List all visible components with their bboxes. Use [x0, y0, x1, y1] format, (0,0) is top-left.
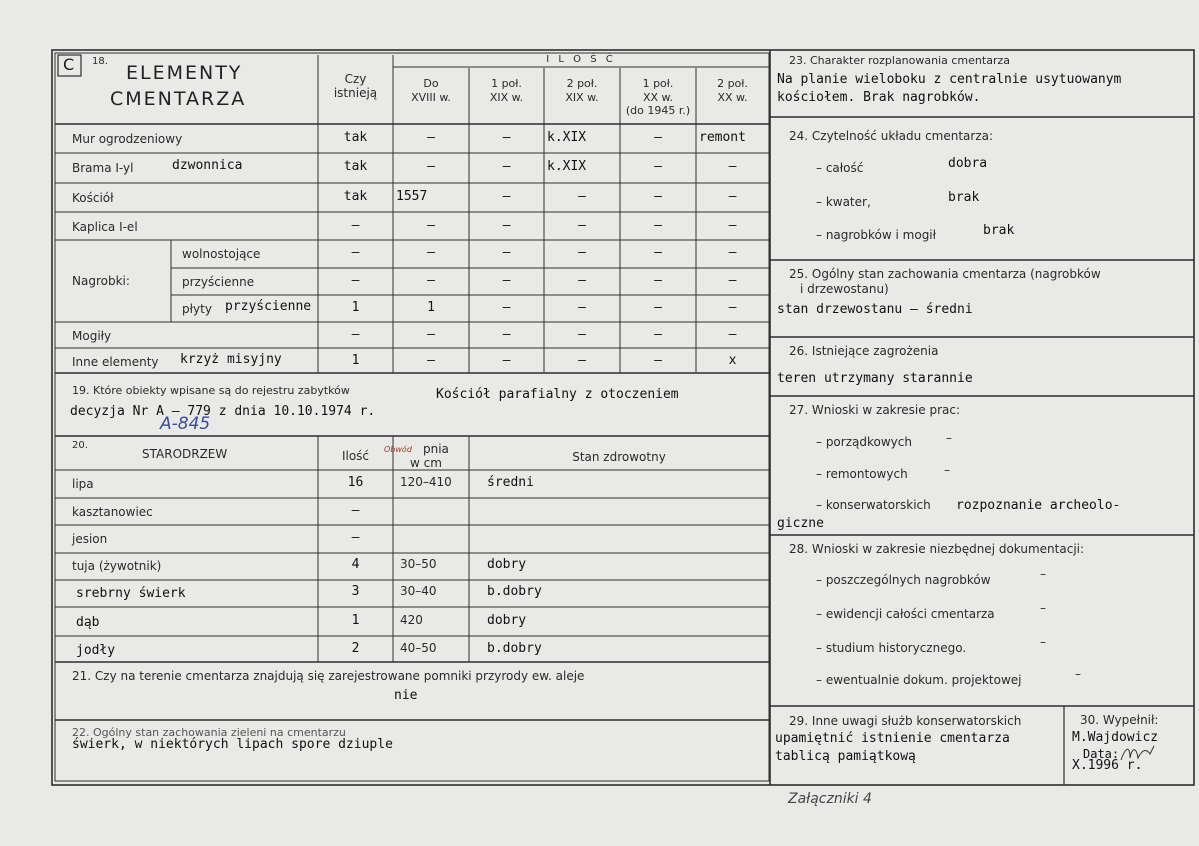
ilosc-cell: –: [728, 273, 737, 288]
tree-count: 2: [351, 641, 360, 656]
tree-name: jodły: [76, 643, 116, 658]
tree-health: dobry: [487, 613, 527, 628]
ilosc-cell: –: [728, 327, 737, 342]
legibility-item-value: brak: [983, 223, 1015, 238]
ilosc-cell: –: [502, 130, 511, 145]
signature-mark: [1118, 742, 1158, 768]
table-title-line1: ELEMENTY: [126, 62, 243, 84]
tree-health: b.dobry: [487, 641, 542, 656]
documentation-item-value: –: [1040, 635, 1046, 649]
documentation-item-label: – poszczególnych nagrobków: [816, 573, 991, 587]
legibility-item-value: brak: [948, 190, 980, 205]
ilosc-cell: –: [654, 273, 662, 288]
starodrzew-ilosc-header: Ilość: [341, 449, 370, 463]
ilosc-cell: –: [578, 273, 586, 288]
section-25-label-1: 25. Ogólny stan zachowania cmentarza (nagrobków: [789, 267, 1101, 281]
element-row-label: płyty: [182, 302, 212, 316]
element-row-label: Kaplica I-el: [72, 220, 138, 234]
legibility-item-label: – kwater,: [816, 195, 871, 209]
section-25-value: stan drzewostanu – średni: [777, 302, 973, 317]
section-27-label: 27. Wnioski w zakresie prac:: [789, 403, 961, 417]
czy-istnieje-cell: –: [351, 327, 360, 342]
ilosc-cell: –: [578, 300, 586, 315]
section-28-label: 28. Wnioski w zakresie niezbędnej dokumentacji:: [789, 542, 1085, 556]
tree-name: jesion: [72, 532, 108, 546]
starodrzew-title: STARODRZEW: [142, 447, 228, 461]
tree-name: tuja (żywotnik): [72, 559, 162, 573]
ilosc-col-0-line1: Do: [423, 77, 439, 90]
ilosc-cell: –: [578, 218, 586, 233]
documentation-item-label: – ewentualnie dokum. projektowej: [816, 673, 1022, 687]
section-25-label-2: i drzewostanu): [800, 282, 889, 296]
tree-health: dobry: [487, 557, 527, 572]
ilosc-col-4-line1: 2 poł.: [717, 77, 748, 90]
section-29-line-2: tablicą pamiątkową: [775, 749, 916, 764]
ilosc-cell: remont: [699, 130, 746, 145]
czy-istnieje-cell: 1: [351, 353, 360, 368]
section-22-label: 22. Ogólny stan zachowania zieleni na cmentarzu: [72, 726, 346, 739]
ilosc-cell: –: [502, 273, 511, 288]
ilosc-col-0-line2: XVIII w.: [411, 91, 451, 104]
legibility-item-value: dobra: [948, 156, 988, 171]
nagrobki-label: Nagrobki:: [72, 274, 130, 288]
section-23-label: 23. Charakter rozplanowania cmentarza: [789, 54, 1010, 67]
section-19-value-1: Kościół parafialny z otoczeniem: [436, 387, 679, 402]
section-19-label: 19. Które obiekty wpisane są do rejestru zabytków: [72, 384, 350, 397]
section-20-number: 20.: [72, 440, 88, 451]
ilosc-cell: –: [654, 159, 662, 174]
element-row-label: przyścienne: [182, 275, 255, 289]
ilosc-cell: 1557: [396, 189, 428, 204]
tree-count: 3: [351, 584, 360, 599]
tree-circumference: 420: [400, 613, 423, 627]
ilosc-cell: –: [578, 245, 586, 260]
tree-health: b.dobry: [487, 584, 542, 599]
works-item-label: – remontowych: [816, 467, 908, 481]
tree-health: średni: [487, 475, 534, 490]
ilosc-cell: –: [728, 300, 737, 315]
ilosc-cell: –: [728, 159, 737, 174]
section-30-name: M.Wajdowicz: [1072, 730, 1159, 745]
tree-name: lipa: [72, 477, 94, 491]
ilosc-cell: –: [728, 218, 737, 233]
legibility-item-label: – nagrobków i mogił: [816, 228, 937, 242]
ilosc-col-2-line2: XIX w.: [565, 91, 599, 104]
element-row-label: Inne elementy: [72, 355, 159, 369]
works-item-value: –: [944, 463, 950, 477]
ilosc-cell: –: [502, 245, 511, 260]
documentation-item-value: –: [1040, 601, 1046, 615]
ilosc-cell: –: [578, 353, 586, 368]
tree-circumference: 30–40: [400, 584, 437, 598]
czy-istnieje-cell: tak: [343, 130, 368, 145]
section-18-number: 18.: [92, 56, 108, 67]
table-title-line2: CMENTARZA: [110, 88, 247, 110]
ilosc-col-1-line2: XIX w.: [489, 91, 524, 104]
documentation-item-value: –: [1040, 567, 1046, 581]
starodrzew-stan-header: Stan zdrowotny: [572, 450, 666, 464]
ilosc-cell: –: [728, 189, 737, 204]
section-27-continuation: giczne: [777, 516, 824, 531]
section-30-date-label: Data:: [1083, 747, 1120, 761]
starodrzew-obwod-header-2: w cm: [410, 456, 442, 470]
section-19-value-2: decyzja Nr A – 779 z dnia 10.10.1974 r.: [70, 404, 376, 419]
section-23-line-2: kościołem. Brak nagrobków.: [777, 90, 981, 105]
ilosc-cell: –: [502, 159, 511, 174]
ilosc-cell: k.XIX: [547, 159, 587, 174]
section-19-handwritten-number: A-845: [160, 414, 211, 434]
element-row-label: Mogiły: [72, 329, 112, 343]
section-21-label: 21. Czy na terenie cmentarza znajdują się zarejestrowane pomniki przyrody ew. aleje: [72, 669, 585, 683]
czy-istnieje-cell: 1: [351, 300, 360, 315]
section-21-value: nie: [394, 688, 418, 703]
ilosc-cell: –: [502, 353, 511, 368]
documentation-item-label: – studium historycznego.: [816, 641, 967, 655]
element-row-label: wolnostojące: [182, 247, 261, 261]
czy-istnieje-cell: –: [351, 245, 360, 260]
ilosc-col-4-line2: XX w.: [717, 91, 748, 104]
tree-count: 16: [347, 475, 364, 490]
documentation-item-value: –: [1075, 667, 1081, 681]
tree-count: 1: [351, 613, 360, 628]
section-29-label: 29. Inne uwagi służb konserwatorskich: [789, 714, 1022, 728]
attachments-note: Załączniki 4: [788, 791, 872, 807]
element-row-label: Kościół: [72, 191, 114, 205]
tree-name: kasztanowiec: [72, 505, 153, 519]
ilosc-cell: –: [502, 300, 511, 315]
czy-istnieje-cell: tak: [343, 159, 368, 174]
element-row-label: Mur ogrodzeniowy: [72, 132, 183, 146]
czy-istnieje-cell: tak: [343, 189, 368, 204]
works-item-label: – porządkowych: [816, 435, 912, 449]
czy-istnieje-cell: –: [351, 273, 360, 288]
ilosc-cell: –: [427, 353, 435, 368]
tree-circumference: 40–50: [400, 641, 437, 655]
ilosc-cell: –: [654, 189, 662, 204]
ilosc-cell: –: [502, 189, 511, 204]
documentation-item-label: – ewidencji całości cmentarza: [816, 607, 995, 621]
ilosc-header: I L O Ś Ć: [546, 54, 616, 65]
legibility-item-label: – całość: [816, 161, 864, 175]
ilosc-col-3-line2: XX w.: [642, 91, 674, 104]
section-26-value: teren utrzymany starannie: [777, 371, 973, 386]
ilosc-cell: 1: [427, 300, 435, 315]
starodrzew-obwod-header-1: pnia: [423, 442, 449, 456]
section-24-label: 24. Czytelność układu cmentarza:: [789, 129, 994, 143]
works-item-value: rozpoznanie archeolo-: [956, 498, 1121, 513]
element-row-label: Brama I-yl: [72, 161, 134, 175]
ilosc-cell: –: [654, 327, 662, 342]
ilosc-cell: k.XIX: [547, 130, 587, 145]
section-30-label: 30. Wypełnił:: [1080, 713, 1159, 727]
tree-count: –: [351, 530, 360, 545]
ilosc-cell: –: [654, 353, 662, 368]
ilosc-cell: –: [728, 245, 737, 260]
czy-istnieja-header-1: Czy: [344, 72, 367, 86]
ilosc-cell: x: [728, 353, 737, 368]
section-23-line-1: Na planie wieloboku z centralnie usytuowanym: [777, 72, 1122, 87]
ilosc-cell: –: [427, 130, 435, 145]
section-26-label: 26. Istniejące zagrożenia: [789, 344, 939, 358]
ilosc-cell: –: [578, 327, 586, 342]
element-row-extra: krzyż misyjny: [180, 352, 282, 367]
ilosc-col-1-line1: 1 poł.: [491, 77, 522, 90]
corner-letter: C: [63, 55, 75, 74]
section-22-value: świerk, w niektórych lipach spore dziuple: [72, 737, 393, 752]
ilosc-cell: –: [654, 300, 662, 315]
tree-count: –: [351, 503, 360, 518]
section-29-line-1: upamiętnić istnienie cmentarza: [775, 731, 1010, 746]
tree-count: 4: [351, 557, 360, 572]
ilosc-cell: –: [654, 130, 662, 145]
section-30-date: X.1996 r.: [1072, 758, 1143, 773]
ilosc-cell: –: [427, 327, 435, 342]
element-row-extra: dzwonnica: [172, 158, 243, 173]
ilosc-cell: –: [427, 245, 435, 260]
czy-istnieje-cell: –: [351, 218, 360, 233]
ilosc-col-3-line1: 1 poł.: [642, 77, 674, 90]
ilosc-cell: –: [578, 189, 586, 204]
ilosc-cell: –: [654, 218, 662, 233]
tree-circumference: 30–50: [400, 557, 437, 571]
starodrzew-obwod-small: Obwód: [384, 445, 412, 454]
works-item-value: –: [946, 431, 952, 445]
ilosc-cell: –: [427, 159, 435, 174]
tree-circumference: 120–410: [400, 475, 452, 489]
tree-name: srebrny świerk: [76, 586, 186, 601]
ilosc-cell: –: [654, 245, 662, 260]
works-item-label: – konserwatorskich: [816, 498, 931, 512]
ilosc-col-3-line3: (do 1945 r.): [625, 104, 691, 117]
ilosc-cell: –: [502, 218, 511, 233]
ilosc-col-2-line1: 2 poł.: [566, 77, 598, 90]
element-row-extra: przyścienne: [225, 299, 312, 314]
ilosc-cell: –: [427, 218, 435, 233]
czy-istnieja-header-2: istnieją: [333, 86, 378, 100]
ilosc-cell: –: [427, 273, 435, 288]
tree-name: dąb: [76, 615, 100, 630]
ilosc-cell: –: [502, 327, 511, 342]
